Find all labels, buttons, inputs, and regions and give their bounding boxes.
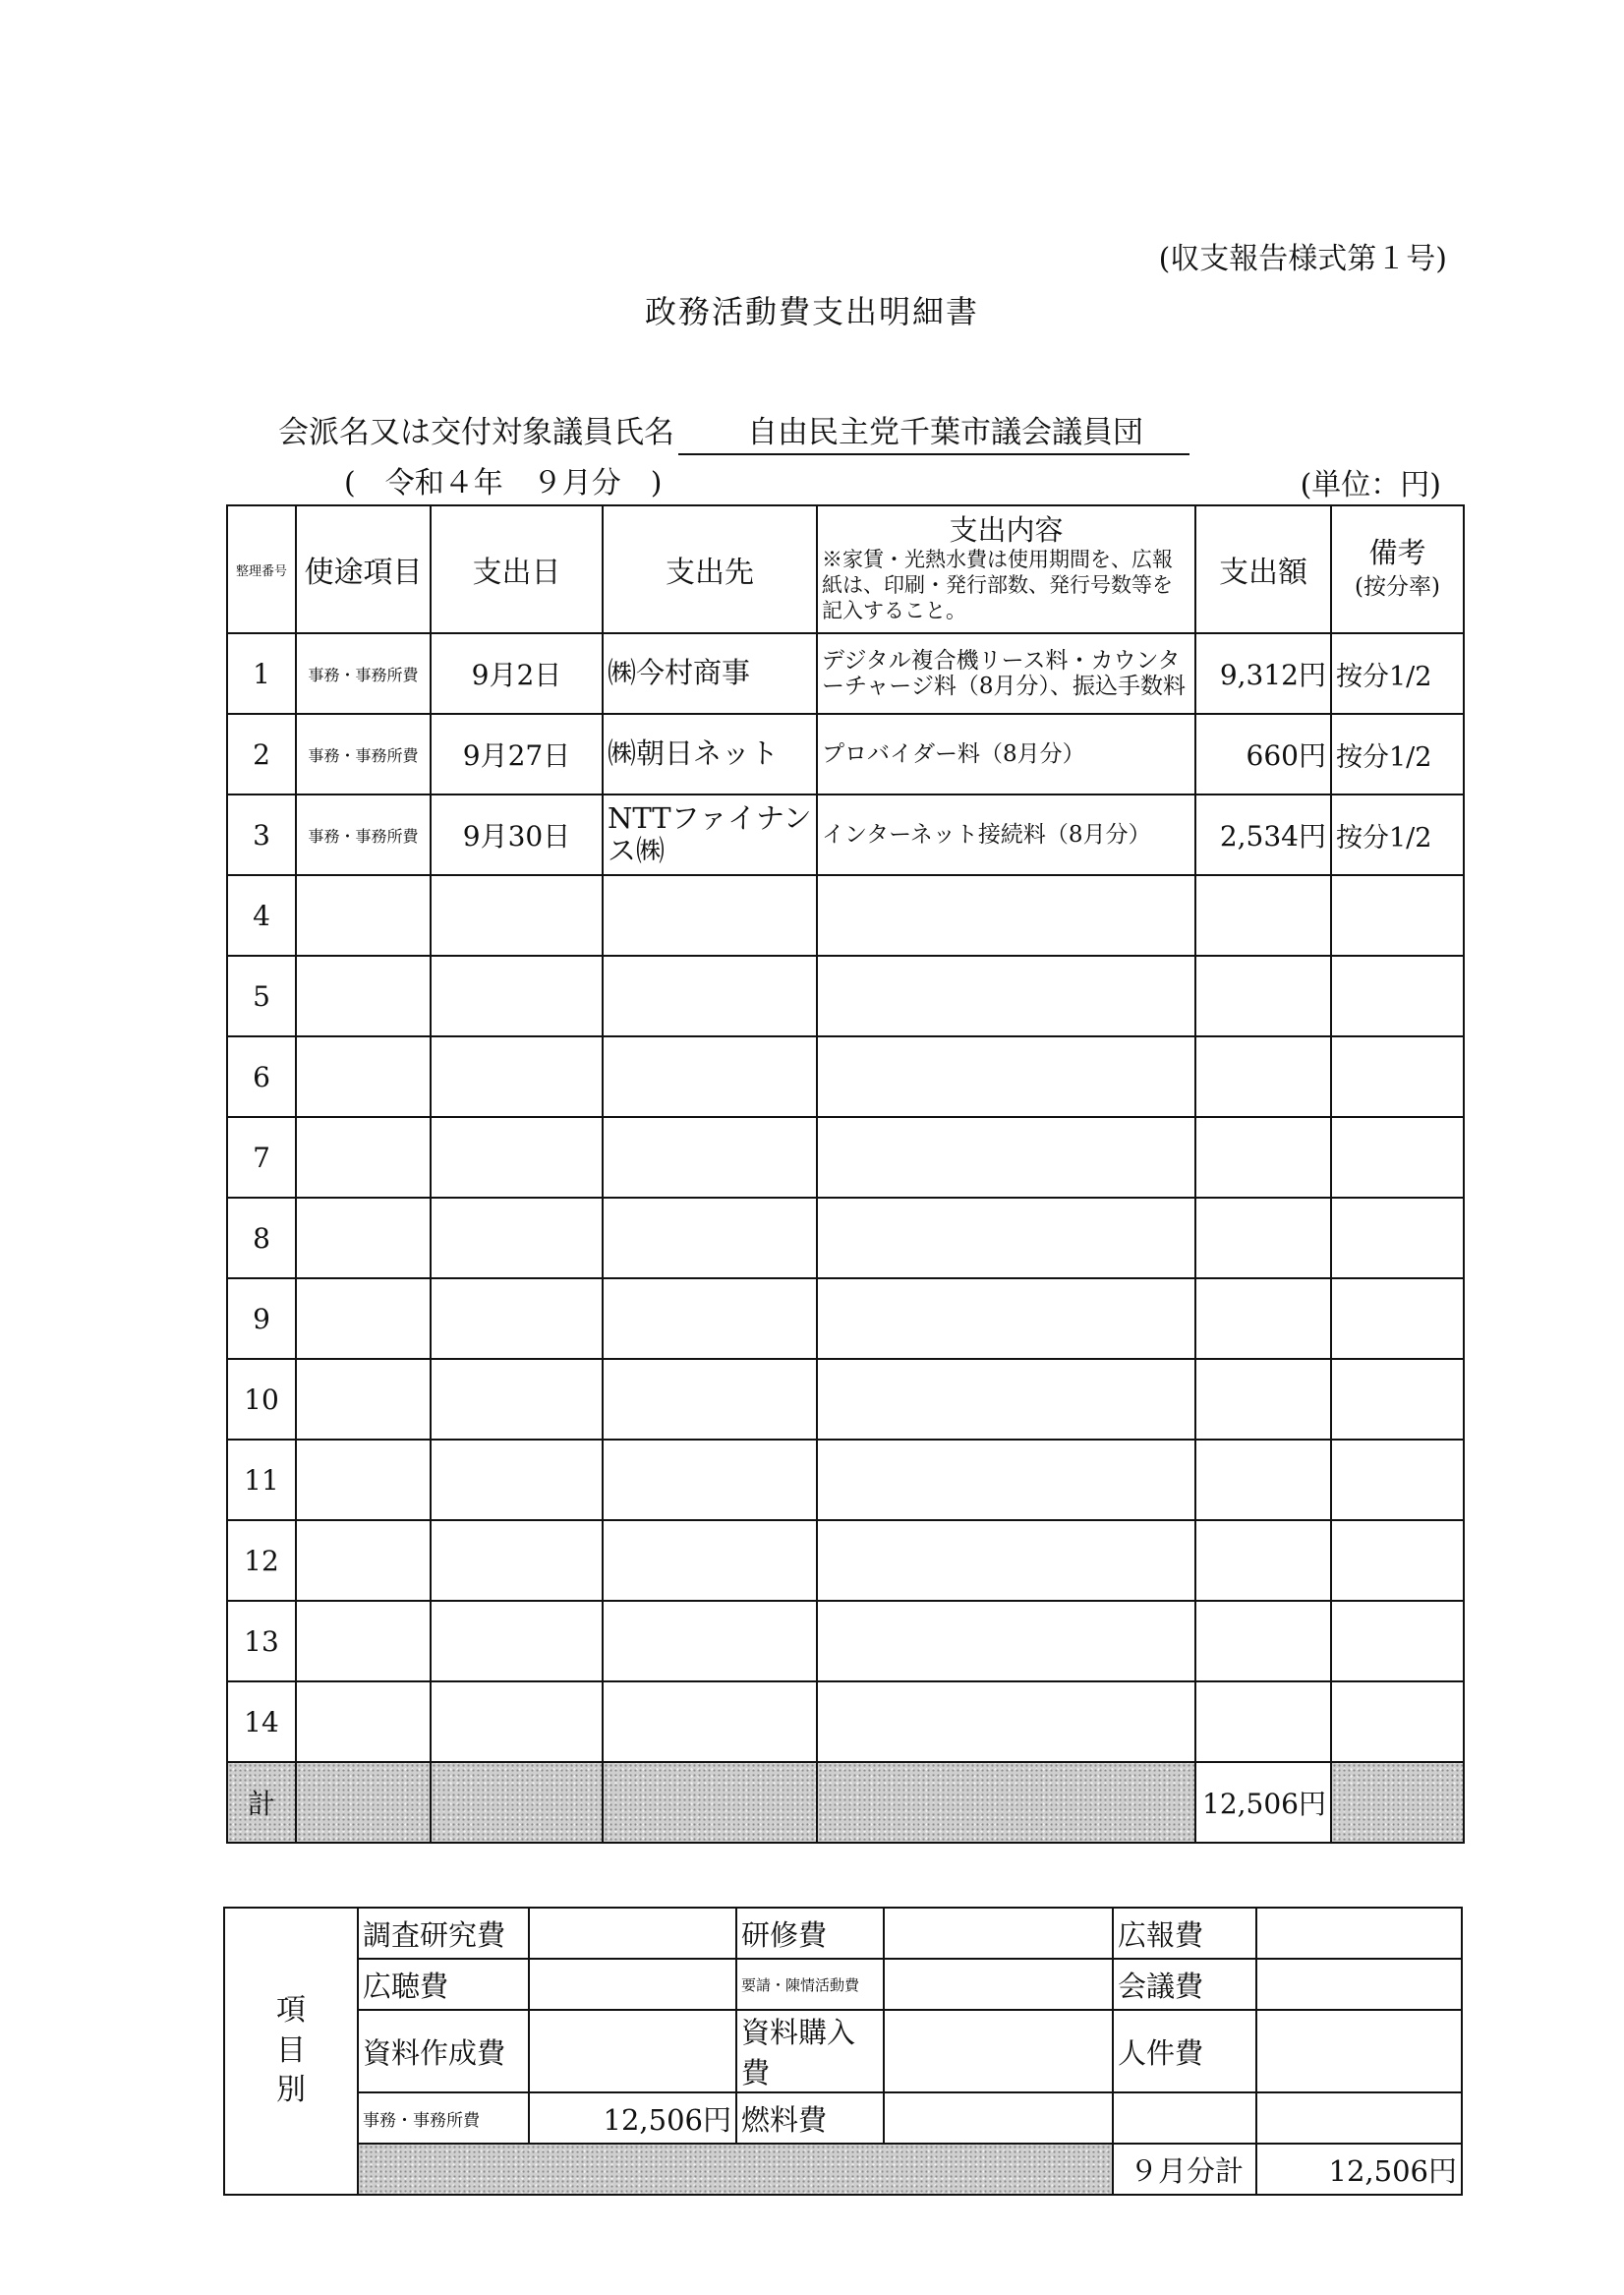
row-payee [603, 1520, 817, 1601]
row-amount [1195, 1520, 1331, 1601]
table-header-row [227, 505, 1464, 633]
summary-table [223, 1907, 1463, 2196]
total-amount: 12,506円 [1195, 1762, 1331, 1843]
row-payee [603, 1601, 817, 1681]
name-label: 会派名又は交付対象議員氏名 [278, 415, 674, 450]
shaded-cell [296, 1762, 431, 1843]
row-amount [1195, 1359, 1331, 1440]
summary-value-personnel [1256, 2010, 1462, 2092]
row-remark: 按分1/2 [1331, 633, 1464, 714]
row-amount [1195, 1036, 1331, 1117]
table-row [227, 1198, 1464, 1278]
table-row [227, 875, 1464, 956]
row-no: 2 [227, 714, 296, 794]
summary-empty-cell [1113, 2092, 1256, 2144]
total-label: 計 [227, 1762, 296, 1843]
row-date [431, 1601, 603, 1681]
row-category [296, 1117, 431, 1198]
summary-value-office: 12,506円 [529, 2092, 736, 2144]
summary-row [224, 1959, 1462, 2010]
summary-label-research: 調査研究費 [358, 1908, 529, 1959]
summary-value-training [884, 1908, 1113, 1959]
table-row [227, 633, 1464, 714]
summary-row [224, 2010, 1462, 2092]
row-remark: 按分1/2 [1331, 794, 1464, 875]
row-amount: 9,312円 [1195, 633, 1331, 714]
summary-label-materials-creation: 資料作成費 [358, 2010, 529, 2092]
header-content [817, 505, 1195, 633]
month-total-value: 12,506円 [1256, 2144, 1462, 2195]
summary-row [224, 1908, 1462, 1959]
summary-label-hearing: 広聴費 [358, 1959, 529, 2010]
row-category [296, 1681, 431, 1762]
table-row [227, 956, 1464, 1036]
row-content [817, 1681, 1195, 1762]
row-payee: ㈱今村商事 [603, 633, 817, 714]
row-category: 事務・事務所費 [296, 794, 431, 875]
row-content [817, 875, 1195, 956]
row-content: プロバイダー料（8月分） [817, 714, 1195, 794]
row-remark [1331, 1117, 1464, 1198]
row-amount [1195, 1681, 1331, 1762]
row-remark [1331, 956, 1464, 1036]
summary-side-text: 項 目 別 [276, 1993, 306, 2108]
row-amount [1195, 1117, 1331, 1198]
row-date: 9月2日 [431, 633, 603, 714]
row-date [431, 1198, 603, 1278]
summary-label-personnel: 人件費 [1113, 2010, 1256, 2092]
table-row [227, 1036, 1464, 1117]
row-category [296, 956, 431, 1036]
table-row [227, 794, 1464, 875]
header-content-note: ※家賃・光熱水費は使用期間を、広報紙は、印刷・発行部数、発行号数等を記入すること。 [822, 547, 1173, 623]
summary-value-meeting [1256, 1959, 1462, 2010]
shaded-cell [817, 1762, 1195, 1843]
row-content [817, 1117, 1195, 1198]
row-content [817, 1359, 1195, 1440]
expense-table [226, 504, 1465, 1844]
row-remark: 按分1/2 [1331, 714, 1464, 794]
row-category [296, 875, 431, 956]
row-amount [1195, 1278, 1331, 1359]
row-payee [603, 1036, 817, 1117]
row-remark [1331, 1440, 1464, 1520]
period: ( 令和４年 ９月分 ) [344, 466, 663, 500]
row-no: 6 [227, 1036, 296, 1117]
total-row [227, 1762, 1464, 1843]
summary-value-pr [1256, 1908, 1462, 1959]
row-no: 11 [227, 1440, 296, 1520]
row-amount: 660円 [1195, 714, 1331, 794]
row-amount [1195, 956, 1331, 1036]
table-row [227, 1601, 1464, 1681]
row-payee [603, 875, 817, 956]
summary-label-pr: 広報費 [1113, 1908, 1256, 1959]
row-date [431, 1681, 603, 1762]
row-amount [1195, 875, 1331, 956]
row-remark [1331, 1601, 1464, 1681]
unit-label: (単位：円) [1300, 468, 1441, 502]
summary-label-materials-purchase: 資料購入費 [736, 2010, 884, 2092]
table-row [227, 1520, 1464, 1601]
row-amount [1195, 1440, 1331, 1520]
row-content [817, 956, 1195, 1036]
row-remark [1331, 1359, 1464, 1440]
row-date [431, 1278, 603, 1359]
summary-label-fuel: 燃料費 [736, 2092, 884, 2144]
row-payee [603, 1117, 817, 1198]
summary-total-row [224, 2144, 1462, 2195]
header-category: 使途項目 [296, 505, 431, 633]
row-category [296, 1359, 431, 1440]
name-value: 自由民主党千葉市議会議員団 [678, 407, 1189, 455]
row-date [431, 1036, 603, 1117]
header-date: 支出日 [431, 505, 603, 633]
row-category: 事務・事務所費 [296, 714, 431, 794]
row-payee [603, 1440, 817, 1520]
summary-label-petition: 要請・陳情活動費 [736, 1959, 884, 2010]
summary-label-training: 研修費 [736, 1908, 884, 1959]
header-no: 整理番号 [227, 505, 296, 633]
row-payee [603, 1681, 817, 1762]
row-content [817, 1601, 1195, 1681]
row-amount: 2,534円 [1195, 794, 1331, 875]
row-category: 事務・事務所費 [296, 633, 431, 714]
document-title: 政務活動費支出明細書 [644, 293, 979, 330]
summary-value-petition [884, 1959, 1113, 2010]
row-date [431, 1440, 603, 1520]
row-amount [1195, 1601, 1331, 1681]
row-no: 7 [227, 1117, 296, 1198]
row-payee: ㈱朝日ネット [603, 714, 817, 794]
row-content [817, 1036, 1195, 1117]
row-content [817, 1198, 1195, 1278]
summary-value-research [529, 1908, 736, 1959]
summary-row [224, 2092, 1462, 2144]
header-amount: 支出額 [1195, 505, 1331, 633]
row-category [296, 1440, 431, 1520]
row-remark [1331, 1198, 1464, 1278]
row-no: 4 [227, 875, 296, 956]
summary-label-meeting: 会議費 [1113, 1959, 1256, 2010]
row-payee: NTTファイナンス㈱ [603, 794, 817, 875]
table-row [227, 1278, 1464, 1359]
row-date: 9月27日 [431, 714, 603, 794]
row-category [296, 1198, 431, 1278]
shaded-cell [603, 1762, 817, 1843]
table-row [227, 1440, 1464, 1520]
row-remark [1331, 1278, 1464, 1359]
row-no: 8 [227, 1198, 296, 1278]
month-total-label: ９月分計 [1113, 2144, 1256, 2195]
row-content [817, 1440, 1195, 1520]
summary-value-materials-purchase [884, 2010, 1113, 2092]
row-date [431, 1520, 603, 1601]
header-remark-sub: (按分率) [1355, 574, 1440, 601]
row-date: 9月30日 [431, 794, 603, 875]
summary-value-materials-creation [529, 2010, 736, 2092]
row-content [817, 1278, 1195, 1359]
row-content: デジタル複合機リース料・カウンターチャージ料（8月分）、振込手数料 [817, 633, 1195, 714]
table-row [227, 714, 1464, 794]
row-no: 1 [227, 633, 296, 714]
row-no: 14 [227, 1681, 296, 1762]
row-remark [1331, 1520, 1464, 1601]
summary-side-label [224, 1908, 358, 2195]
row-no: 10 [227, 1359, 296, 1440]
row-category [296, 1036, 431, 1117]
row-date [431, 1359, 603, 1440]
header-content-label: 支出内容 [949, 512, 1064, 547]
row-content: インターネット接続料（8月分） [817, 794, 1195, 875]
shaded-cell [431, 1762, 603, 1843]
row-remark [1331, 875, 1464, 956]
summary-value-fuel [884, 2092, 1113, 2144]
row-payee [603, 1278, 817, 1359]
row-no: 13 [227, 1601, 296, 1681]
row-category [296, 1601, 431, 1681]
row-date [431, 956, 603, 1036]
row-payee [603, 1359, 817, 1440]
row-content [817, 1520, 1195, 1601]
row-amount [1195, 1198, 1331, 1278]
table-row [227, 1359, 1464, 1440]
header-remark [1331, 505, 1464, 633]
header-payee: 支出先 [603, 505, 817, 633]
shaded-cell [358, 2144, 1113, 2195]
row-category [296, 1278, 431, 1359]
summary-empty-cell [1256, 2092, 1462, 2144]
table-row [227, 1117, 1464, 1198]
row-remark [1331, 1036, 1464, 1117]
row-payee [603, 956, 817, 1036]
row-remark [1331, 1681, 1464, 1762]
row-no: 5 [227, 956, 296, 1036]
table-row [227, 1681, 1464, 1762]
form-number: (収支報告様式第１号) [1158, 242, 1447, 276]
row-no: 9 [227, 1278, 296, 1359]
header-remark-label: 備考 [1368, 535, 1426, 569]
summary-value-hearing [529, 1959, 736, 2010]
row-category [296, 1520, 431, 1601]
summary-label-office: 事務・事務所費 [358, 2092, 529, 2144]
row-no: 12 [227, 1520, 296, 1601]
row-payee [603, 1198, 817, 1278]
row-date [431, 1117, 603, 1198]
shaded-cell [1331, 1762, 1464, 1843]
row-date [431, 875, 603, 956]
row-no: 3 [227, 794, 296, 875]
